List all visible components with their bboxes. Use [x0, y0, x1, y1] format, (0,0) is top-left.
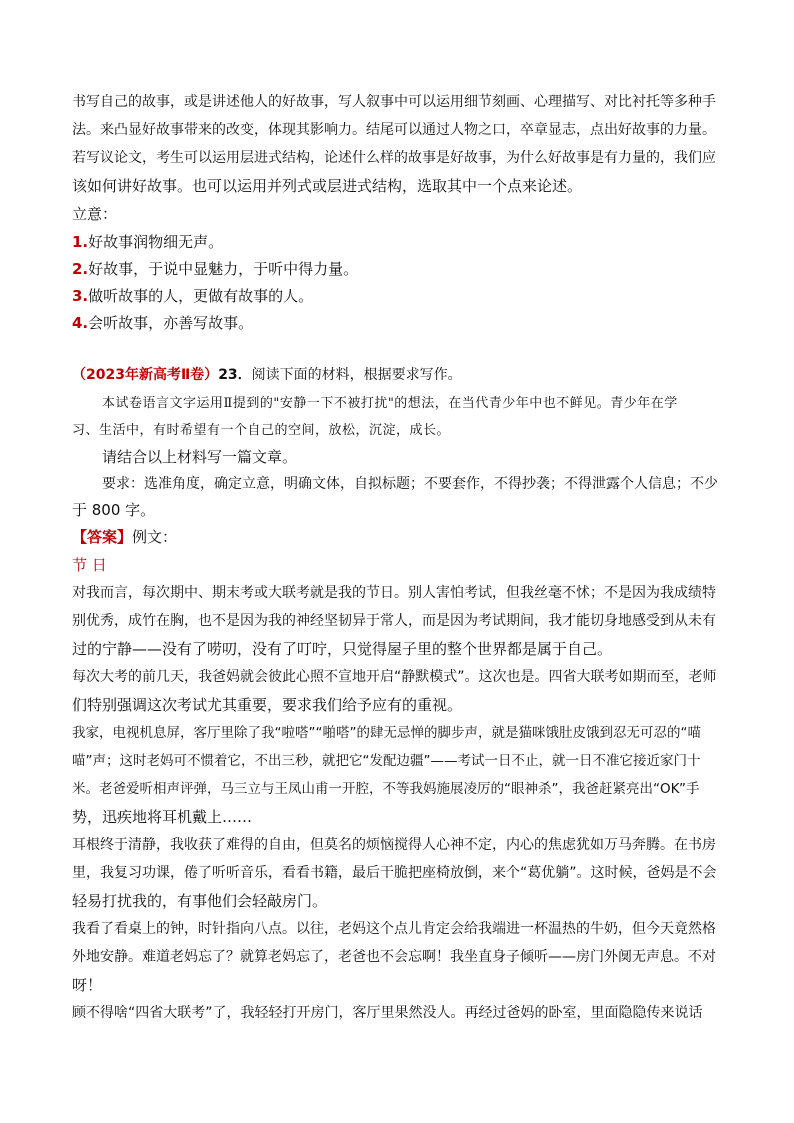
liyi-label: 立意：	[72, 205, 118, 223]
material-line-2: 习、生活中，有时希望有一个自己的空间，放松，沉淀，成长。	[72, 423, 451, 438]
essay-line: 每次大考的前几天，我爸妈就会彼此心照不宣地开启“静默模式”。这次也是。四省大联考如期而至，老师	[72, 669, 717, 685]
liyi-number: 4.	[72, 314, 89, 332]
essay-title: 节 日	[72, 556, 107, 574]
answer-tag: 【答案】	[72, 528, 133, 546]
essay-line: 顾不得啥“四省大联考”了，我轻轻打开房门，客厅里果然没人。再经过爸妈的卧室，里面隐隐传来说话	[72, 1005, 703, 1021]
liyi-text: 做听故事的人，更做有故事的人。	[88, 287, 314, 305]
intro-line-3: 若写议论文，考生可以运用层进式结构，论述什么样的故事是好故事，为什么好故事是有力量的，我们应	[72, 150, 716, 166]
essay-line: 过的宁静——没有了唠叨，没有了叮咛，只觉得屋子里的整个世界都是属于自己。	[72, 640, 613, 658]
essay-line: 对我而言，每次期中、期末考或大联考就是我的节日。别人害怕考试，但我丝毫不怵；不是因为我成绩特	[72, 585, 716, 601]
intro-line-4: 该如何讲好故事。也可以运用并列式或层进式结构，选取其中一个点来论述。	[72, 177, 583, 195]
essay-line: 耳根终于清静，我收获了难得的自由，但莫名的烦恼搅得人心神不定，内心的焦虑犹如万马奔腾。在书房	[72, 837, 716, 853]
essay-line: 米。老爸爱听相声评弹，马三立与王凤山甫一开腔，不等我妈施展凌厉的“眼神杀”，我爸赶紧亮出“OK”手	[72, 781, 700, 797]
question-header	[72, 361, 722, 389]
liyi-item-4	[72, 309, 722, 337]
liyi-number: 1.	[72, 233, 89, 251]
requirement-line-1: 要求：选准角度，确定立意，明确文体，自拟标题；不要套作，不得抄袭；不得泄露个人信息；不少	[102, 476, 718, 492]
essay-line: 喵”声；这时老妈可不惯着它，不出三秒，就把它“发配边疆”——考试一日不止，就一日不准它接近家门十	[72, 753, 701, 769]
liyi-text: 好故事润物细无声。	[88, 233, 224, 251]
liyi-item-2	[72, 255, 722, 283]
requirement-line-2: 于 800 字。	[72, 501, 156, 519]
essay-line: 外地安静。难道老妈忘了？就算老妈忘了，老爸也不会忘啊！我坐直身子倾听——房门外阒无声息。不对	[72, 949, 716, 965]
material-line-1: 本试卷语言文字运用Ⅱ提到的"安静一下不被打扰"的想法，在当代青少年中也不鲜见。青少年在学	[102, 396, 678, 411]
liyi-number: 3.	[72, 287, 89, 305]
answer-header	[72, 523, 722, 551]
essay-line: 呀！	[72, 976, 103, 994]
liyi-number: 2.	[72, 260, 89, 278]
liyi-text: 会听故事，亦善写故事。	[88, 314, 254, 332]
essay-line: 里，我复习功课，倦了听听音乐，看看书籍，最后干脆把座椅放倒，来个“葛优躺”。这时候，爸妈是不会	[72, 865, 717, 881]
question-source: （2023年新高考Ⅱ卷）	[72, 367, 219, 383]
intro-line-2: 法。来凸显好故事带来的改变，体现其影响力。结尾可以通过人物之口，卒章显志，点出好故事的力量。	[72, 122, 716, 138]
essay-line: 我家，电视机息屏，客厅里除了我“啦嗒”“啪嗒”的肆无忌惮的脚步声，就是猫咪饿肚皮饿到忍无可忍的“喵	[72, 725, 701, 741]
liyi-item-3	[72, 282, 722, 310]
intro-line-1: 书写自己的故事，或是讲述他人的好故事，写人叙事中可以运用细节刻画、心理描写、对比衬托等多种手	[72, 94, 716, 110]
essay-line: 势，迅疾地将耳机戴上……	[72, 808, 253, 826]
answer-label: 例文：	[132, 528, 178, 546]
liyi-text: 好故事，于说中显魅力，于听中得力量。	[88, 260, 359, 278]
essay-line: 别优秀，成竹在胸，也不是因为我的神经坚韧异于常人，而是因为考试期间，我才能切身地感受到从未有	[72, 613, 716, 629]
essay-line: 们特别强调这次考试尤其重要，要求我们给予应有的重视。	[72, 696, 463, 714]
instruction: 请结合以上材料写一篇文章。	[102, 448, 298, 466]
question-number: 23．	[218, 367, 252, 383]
essay-line: 我看了看桌上的钟，时针指向八点。以往，老妈这个点儿肯定会给我端进一杯温热的牛奶，但今天竟然格	[72, 921, 716, 937]
liyi-item-1	[72, 228, 722, 256]
question-prompt: 阅读下面的材料，根据要求写作。	[251, 367, 462, 383]
essay-line: 轻易打扰我的，有事他们会轻敲房门。	[72, 892, 328, 910]
